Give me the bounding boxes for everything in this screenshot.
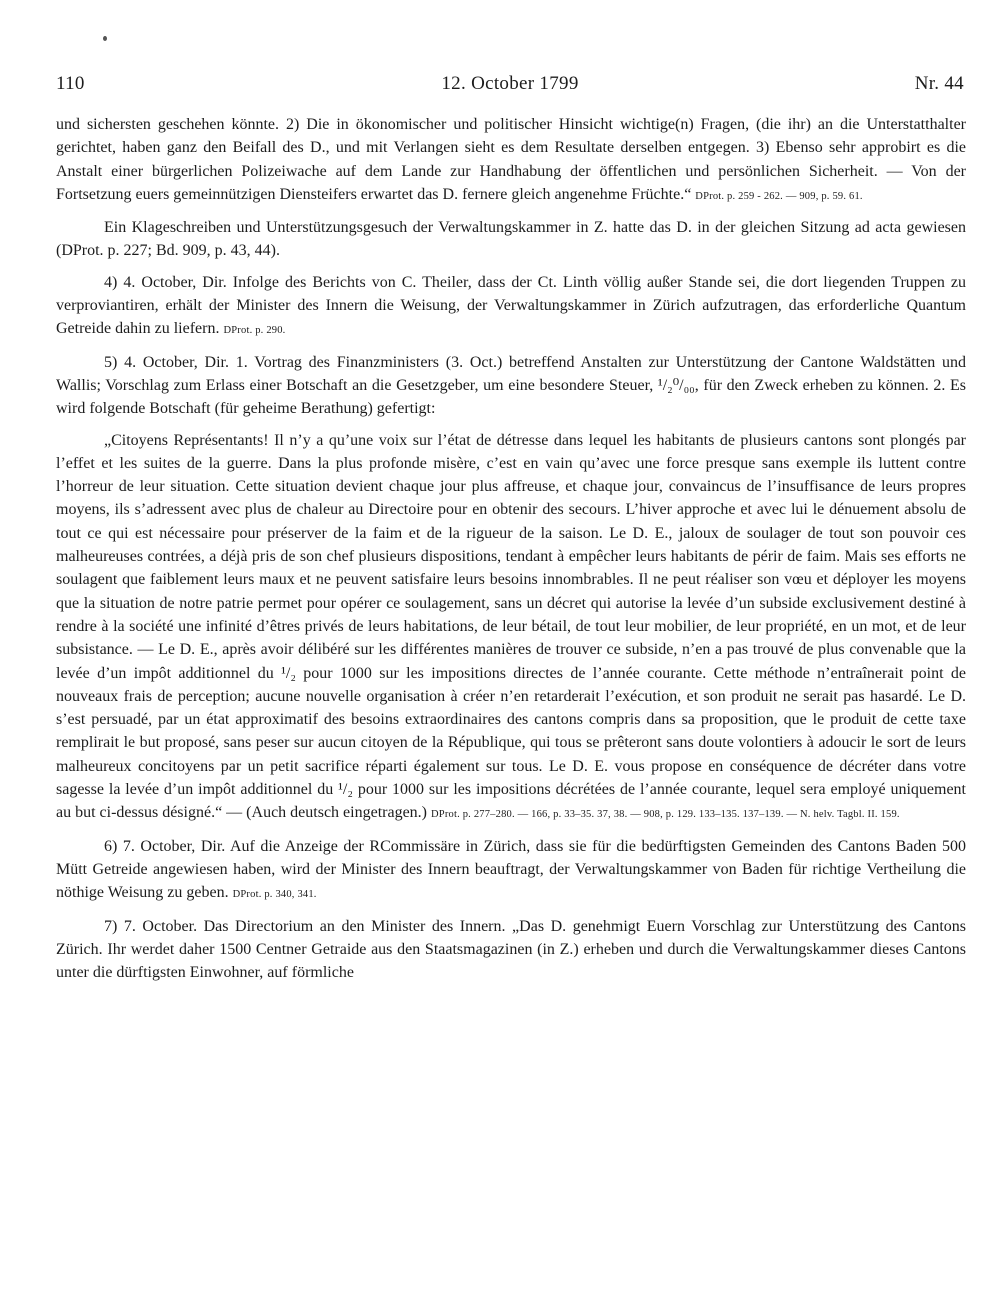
paragraph-item-5 — [56, 351, 966, 421]
paragraph-note — [56, 216, 966, 263]
header-date: 12. October 1799 — [441, 73, 579, 94]
paragraph-item-6 — [56, 835, 966, 907]
scan-speck — [103, 36, 107, 41]
body-text — [56, 113, 966, 984]
paragraph-continuation — [56, 113, 966, 208]
source-reference: DProt. p. 259 - 262. — 909, p. 59. 61. — [695, 190, 863, 202]
document-number: Nr. 44 — [914, 73, 964, 94]
source-reference: DProt. p. 290. — [223, 325, 286, 337]
paragraph-item-7 — [56, 915, 966, 985]
paragraph-text: 5) 4. October, Dir. 1. Vortrag des Finanzministers (3. Oct.) betreffend Anstalten zur Unterstützung der Cantone Waldstätten und Wallis; Vorschlag zum Erlass einer Botschaft an die Gesetzgeber, um eine besondere Steuer, ¹/₂⁰/₀₀, für den Zweck erheben zu können. 2. Es wird folgende Botschaft (für geheime Berathung) gefertigt: — [56, 353, 966, 418]
paragraph-text: 6) 7. October, Dir. Auf die Anzeige der RCommissäre in Zürich, dass sie für die bedürftigsten Gemeinden des Cantons Baden 500 Mütt Getreide angewiesen haben, wird der Minister des Innern beauftragt, der Verwaltungskammer von Baden für richtige Vertheilung die nöthige Weisung zu geben. — [56, 837, 966, 902]
paragraph-text: „Citoyens Représentants! Il n’y a qu’une voix sur l’état de détresse dans lequel les habitants de plusieurs cantons sont plongés par l’effet et les suites de la guerre. Dans la plus profonde misère, c’est en vain qu’avec une force presque sans exemple ils luttent contre l’horreur de leur situation. Cette situation devient chaque jour plus affreuse, et chaque jour, convaincus de l’insuffisance de leurs propres moyens, ils s’adressent avec plus de chaleur au Directoire pour en obtenir des secours. L’hiver approche et avec lui le dénuement absolu de tout ce qui est nécessaire pour préserver de la faim et de la rigueur de la saison. Le D. E., jaloux de soulager de tout son pouvoir ces malheureuses contrées, a déjà pris de son chef plusieurs dispositions, tendant à empêcher leurs habitants de périr de faim. Mais ses efforts ne soulagent que faiblement leurs maux et ne peuvent satisfaire leurs besoins innombrables. Il ne peut réaliser son vœu et déployer les moyens que la situation de notre patrie permet pour opérer ce soulagement, sans un décret qui autorise la levée d’un subside exclusivement destiné à rendre à la société une infinité d’êtres privés de leurs habitations, de leur bétail, de tout leur mobilier, de leur propriété, en un mot, et de leur subsistance. — Le D. E., après avoir délibéré sur les différentes manières de trouver ce subside, n’en a pas trouvé de plus convenable que la levée d’un impôt additionnel du ¹/₂ pour 1000 sur les impositions directes de l’année courante. Cette méthode n’entraînerait point de nouveaux frais de perception; aucune nouvelle organisation à créer n’en retarderait l’exécution, et son produit ne serait pas hasardé. Le D. s’est persuadé, par un état approximatif des besoins extraordinaires des cantons compris dans sa proposition, que le produit de cette taxe remplirait le but proposé, sans peser sur aucun citoyen de la République, qui tous se prêteront sans doute volontiers à adoucir le sort de leurs malheureux concitoyens par un petit sacrifice réparti également sur tous. Le D. E. vous propose en conséquence de décréter dans votre sagesse la levée d’un impôt additionnel du ¹/₂ pour 1000 sur les impositions décrétées de l’année courante, lequel sera employé uniquement au but ci-dessus désigné.“ — (Auch deutsch eingetragen.) — [56, 431, 966, 822]
source-reference: DProt. p. 340, 341. — [232, 889, 317, 901]
paragraph-text: 4) 4. October, Dir. Infolge des Berichts von C. Theiler, dass der Ct. Linth völlig außer Stande sei, die dort liegenden Truppen zu verproviantiren, erhält der Minister des Innern die Weisung, der Verwaltungskammer in Zürich aufzutragen, das erforderliche Quantum Getreide dahin zu liefern. — [56, 273, 966, 338]
paragraph-text: Ein Klageschreiben und Unterstützungsgesuch der Verwaltungskammer in Z. hatte das D. in der gleichen Sitzung ad acta gewiesen (DProt. p. 227; Bd. 909, p. 43, 44). — [56, 219, 966, 260]
page-number: 110 — [56, 73, 85, 94]
page-header — [56, 73, 964, 101]
paragraph-text: 7) 7. October. Das Directorium an den Minister des Innern. „Das D. genehmigt Euern Vorschlag zur Unterstützung des Cantons Zürich. Ihr werdet daher 1500 Centner Getraide aus den Staatsmagazinen (in Z.) erheben und durch die Verwaltungskammer dieses Cantons unter die dürftigsten Einwohner, auf förmliche — [56, 917, 966, 982]
paragraph-item-4 — [56, 271, 966, 343]
paragraph-text: und sichersten geschehen könnte. 2) Die in ökonomischer und politischer Hinsicht wichtige(n) Fragen, (die ihr) an die Unterstatthalter gerichtet, haben ganz den Beifall des D., und mit Verlangen sieht es dem Resultate derselben entgegen. 3) Ebenso sehr approbirt es die Anstalt einer bürgerlichen Polizeiwache auf dem Lande zur Handhabung der öffentlichen und persönlichen Sicherheit. — Von der Fortsetzung euers gemeinnützigen Diensteifers erwartet das D. fernere gleich angenehme Früchte.“ — [56, 116, 966, 203]
paragraph-message-quote — [56, 429, 966, 827]
source-reference: DProt. p. 277–280. — 166, p. 33–35. 37, 38. — 908, p. 129. 133–135. 137–139. — N. helv. Tagbl. II. 159. — [431, 809, 900, 821]
